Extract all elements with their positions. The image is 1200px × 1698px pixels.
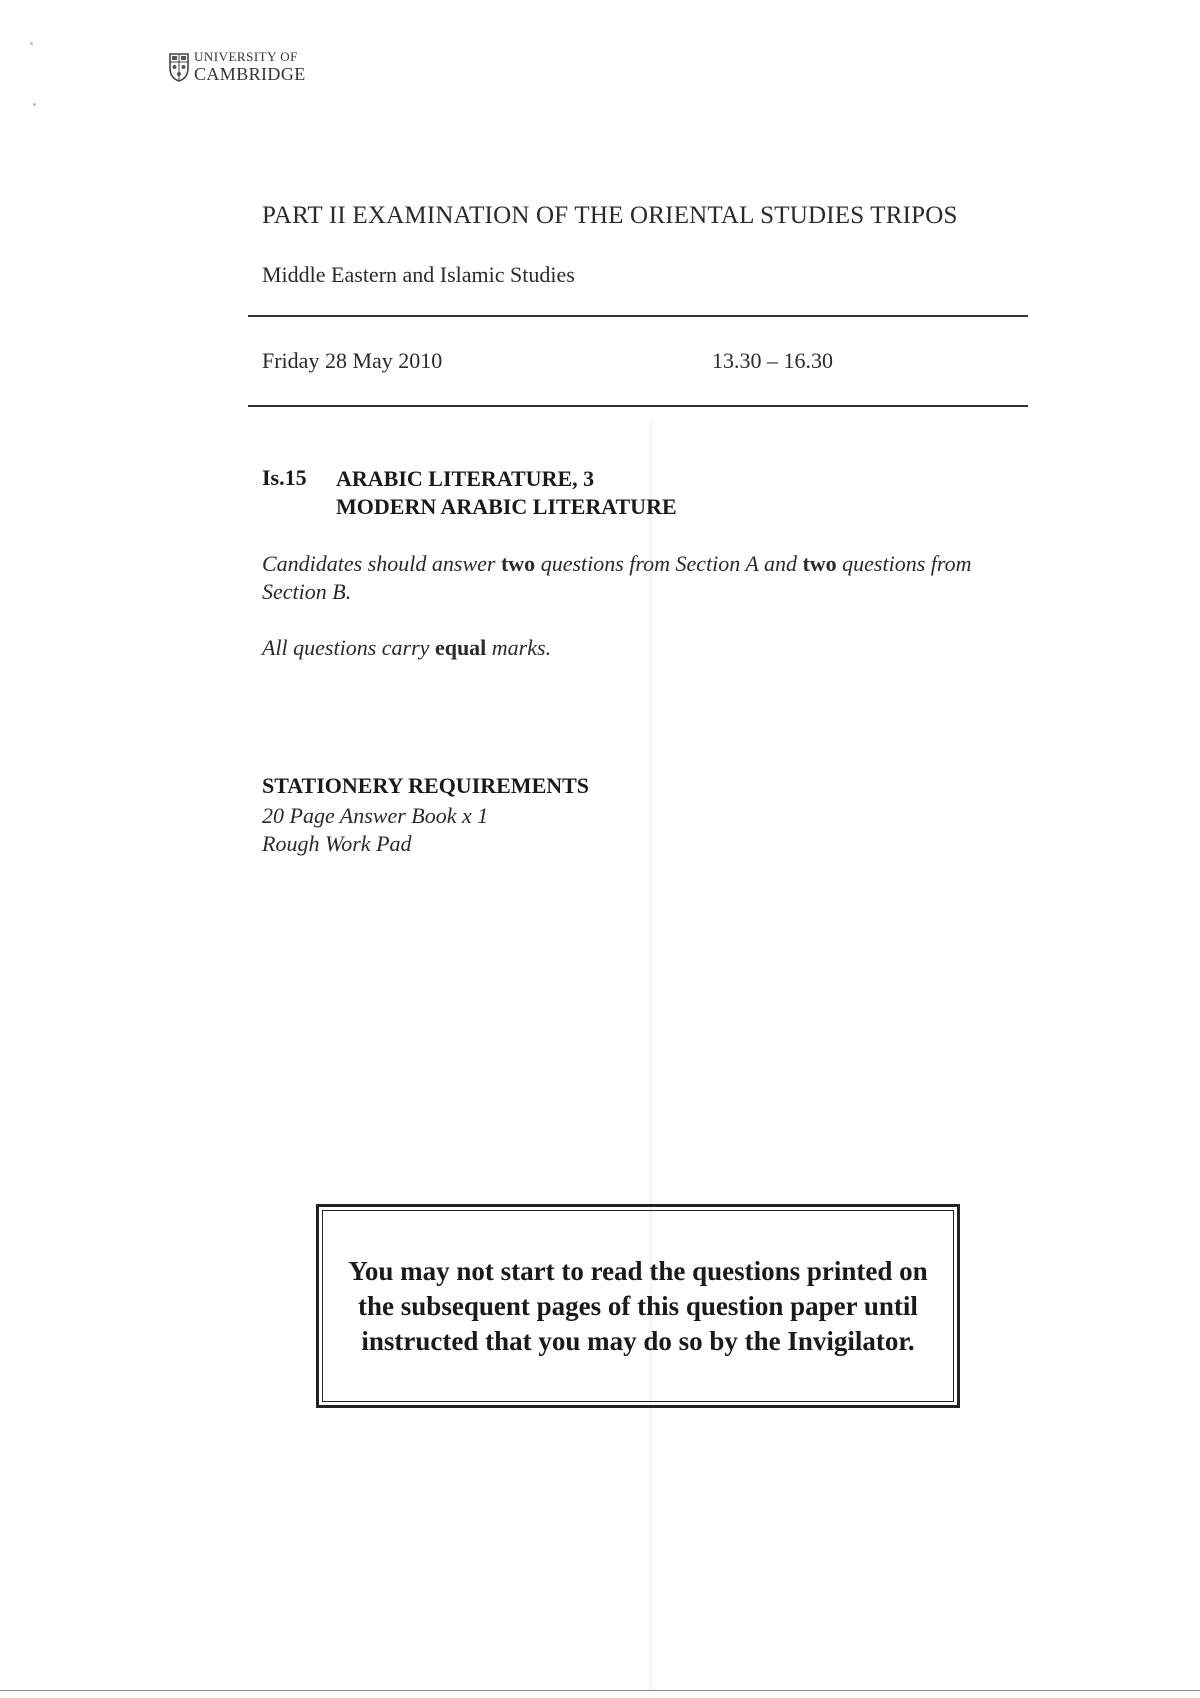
scan-speck — [33, 103, 36, 106]
university-logo — [168, 50, 306, 83]
paper-title-line2: MODERN ARABIC LITERATURE — [336, 494, 677, 519]
instruction-emphasis: two — [802, 551, 837, 576]
paper-title-line1: ARABIC LITERATURE, 3 — [336, 466, 595, 491]
logo-text-university-of: UNIVERSITY OF — [194, 49, 298, 64]
subject-area: Middle Eastern and Islamic Studies — [262, 262, 575, 287]
notice-inner-frame — [322, 1210, 954, 1402]
stationery-heading: STATIONERY REQUIREMENTS — [262, 773, 590, 798]
instruction-text: questions from Section A and — [535, 551, 803, 576]
instruction-emphasis: two — [500, 551, 536, 576]
instructions — [262, 550, 1012, 662]
divider-bottom — [248, 405, 1028, 407]
scan-speck — [30, 42, 33, 45]
answer-instruction — [262, 550, 1012, 606]
exam-title: PART II EXAMINATION OF THE ORIENTAL STUDIES TRIPOS — [262, 202, 958, 229]
divider-top — [248, 315, 1028, 317]
cambridge-crest-icon — [168, 52, 190, 82]
marks-instruction — [262, 634, 1012, 662]
instruction-text: marks. — [486, 635, 552, 660]
exam-time: 13.30 – 16.30 — [712, 348, 833, 373]
instruction-text: questions from Section B. — [262, 551, 972, 604]
invigilator-notice-box — [316, 1204, 960, 1408]
page-bottom-edge — [0, 1690, 1200, 1691]
logo-text-cambridge: CAMBRIDGE — [194, 64, 306, 84]
exam-date: Friday 28 May 2010 — [262, 348, 443, 373]
invigilator-notice-text: You may not start to read the questions printed on the subsequent pages of this question paper until instructed that you may do so by the Invigilator. — [348, 1255, 928, 1356]
instruction-emphasis: equal — [434, 635, 487, 660]
stationery-list — [262, 802, 488, 858]
instruction-text: Candidates should answer — [262, 551, 501, 576]
stationery-item: 20 Page Answer Book x 1 — [262, 803, 489, 828]
paper-code: Is.15 — [262, 465, 307, 490]
paper-title — [336, 465, 677, 521]
instruction-text: All questions carry — [262, 635, 435, 660]
stationery-item: Rough Work Pad — [262, 831, 412, 856]
